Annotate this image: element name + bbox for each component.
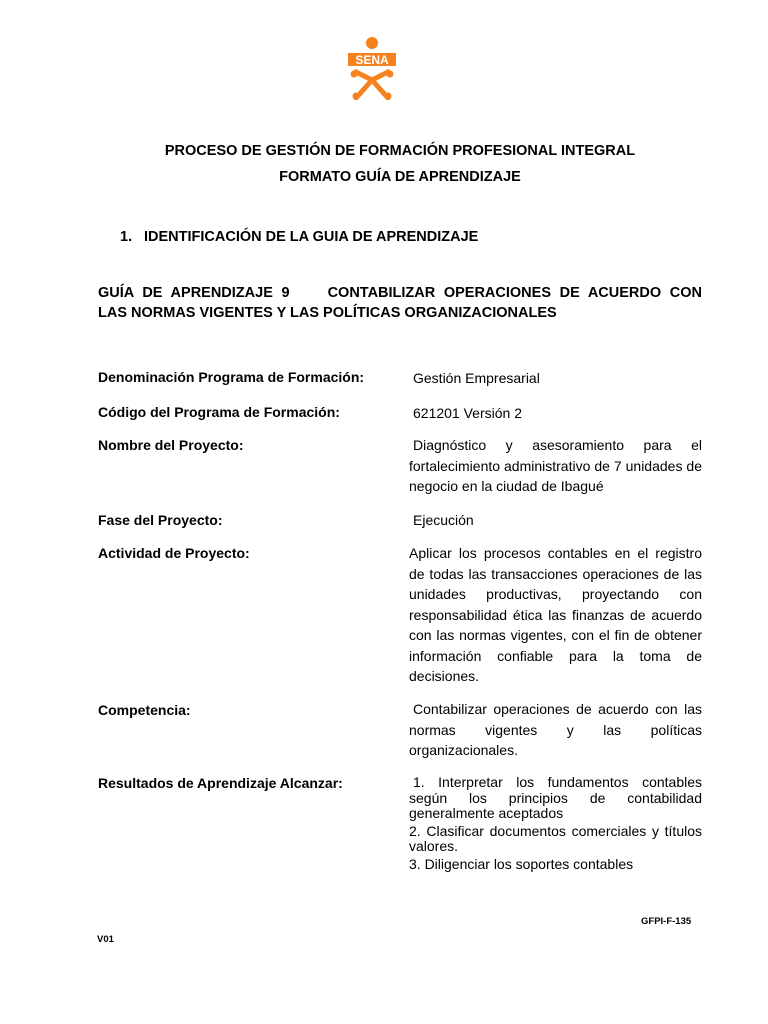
section-heading: [120, 229, 478, 245]
section-number: 1.: [120, 229, 133, 245]
form-version: V01: [97, 934, 114, 945]
document-title: PROCESO DE GESTIÓN DE FORMACIÓN PROFESIONAL INTEGRAL: [164, 143, 636, 159]
program-code-value: 621201 Versión 2: [413, 405, 522, 421]
project-activity-label: Actividad de Proyecto:: [98, 545, 250, 561]
sena-logo-icon: [342, 36, 402, 100]
result-item-1: 1. Interpretar los fundamentos contables según los principios de contabilidad generalmente aceptados: [409, 774, 702, 821]
project-phase-label: Fase del Proyecto:: [98, 512, 223, 528]
program-code-label: Código del Programa de Formación:: [98, 404, 340, 420]
guide-label: GUÍA DE APRENDIZAJE 9: [98, 285, 290, 301]
results-label: Resultados de Aprendizaje Alcanzar:: [98, 775, 343, 791]
project-phase-value: Ejecución: [413, 512, 474, 528]
program-name-value: Gestión Empresarial: [413, 370, 540, 386]
sena-logo: [342, 36, 402, 100]
section-title: IDENTIFICACIÓN DE LA GUIA DE APRENDIZAJE: [144, 229, 479, 245]
result-item-2: 2. Clasificar documentos comerciales y títulos valores.: [409, 822, 702, 854]
guide-name: CONTABILIZAR OPERACIONES DE ACUERDO CON LAS NORMAS VIGENTES Y LAS POLÍTICAS ORGANIZACIONALES: [98, 285, 702, 321]
project-name-value: Diagnóstico y asesoramiento para el fortalecimiento administrativo de 7 unidades de negocio en la ciudad de Ibagué: [409, 437, 702, 494]
project-name-label: Nombre del Proyecto:: [98, 437, 244, 453]
document-subtitle: FORMATO GUÍA DE APRENDIZAJE: [279, 169, 521, 185]
result-item-3: 3. Diligenciar los soportes contables: [409, 855, 634, 872]
form-code: GFPI-F-135: [641, 916, 692, 927]
competence-label: Competencia:: [98, 702, 191, 718]
competence-value: Contabilizar operaciones de acuerdo con las normas vigentes y las políticas organizacionales.: [409, 701, 702, 758]
guide-title: [98, 283, 702, 323]
project-activity-value: Aplicar los procesos contables en el registro de todas las transacciones operaciones de las unidades productivas, proyectando con responsabilidad ética las finanzas de acuerdo con las normas vigentes, con el fin de obtener información confiable para la toma de decisiones.: [409, 545, 702, 684]
program-name-label: Denominación Programa de Formación:: [98, 369, 365, 385]
sena-logo-text: SENA: [355, 53, 389, 67]
results-list: [409, 775, 702, 874]
